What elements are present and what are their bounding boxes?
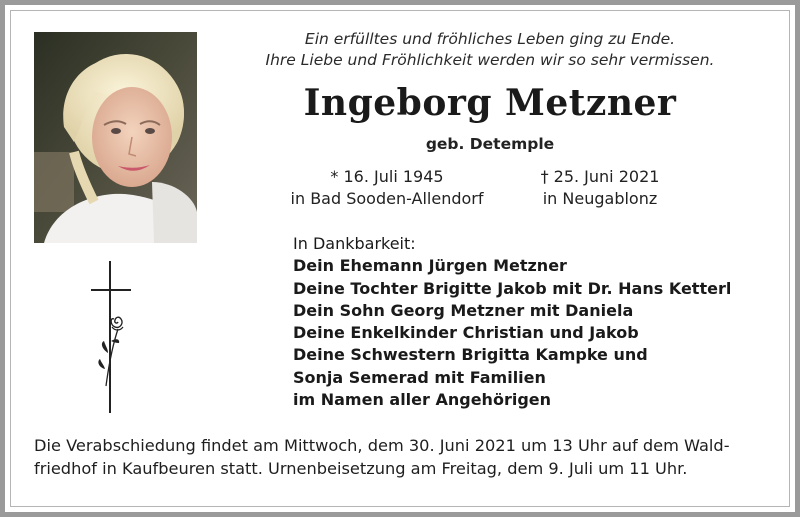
notice-line-2: friedhof in Kaufbeuren statt. Urnenbeisetzung am Freitag, dem 9. Juli um 11 Uhr.: [34, 458, 688, 478]
birth-date: * 16. Juli 1945: [330, 167, 444, 186]
motto-line-1: Ein erfülltes und fröhliches Leben ging zu Ende.: [304, 30, 676, 48]
cross-with-rose-icon: [88, 261, 136, 413]
death-info: [510, 166, 690, 210]
maiden-name: geb. Detemple: [425, 135, 555, 153]
motto: [222, 29, 758, 71]
notice-line-1: Die Verabschiedung findet am Mittwoch, dem 30. Juni 2021 um 13 Uhr auf dem Wald-: [34, 436, 730, 455]
mourners-list: [293, 233, 731, 411]
deceased-name: Ingeborg Metzner: [303, 82, 677, 124]
mourner-line: Sonja Semerad mit Familien: [293, 367, 546, 387]
mourner-line: Deine Tochter Brigitte Jakob mit Dr. Hans Ketterl: [293, 278, 732, 298]
funeral-notice: [34, 435, 774, 480]
mourners-intro: In Dankbarkeit:: [293, 234, 416, 253]
mourner-line: Deine Schwestern Brigitta Kampke und: [293, 345, 648, 365]
mourner-line: Dein Ehemann Jürgen Metzner: [293, 256, 567, 276]
death-date: † 25. Juni 2021: [540, 167, 660, 186]
birth-place: in Bad Sooden-Allendorf: [290, 189, 484, 208]
mourner-line: im Namen aller Angehörigen: [293, 390, 552, 410]
mourner-line: Deine Enkelkinder Christian und Jakob: [293, 323, 639, 343]
death-place: in Neugablonz: [542, 189, 658, 208]
motto-line-2: Ihre Liebe und Fröhlichkeit werden wir so sehr vermissen.: [265, 51, 715, 69]
birth-info: [262, 166, 512, 210]
mourner-line: Dein Sohn Georg Metzner mit Daniela: [293, 300, 634, 320]
portrait-photo: [34, 32, 197, 243]
